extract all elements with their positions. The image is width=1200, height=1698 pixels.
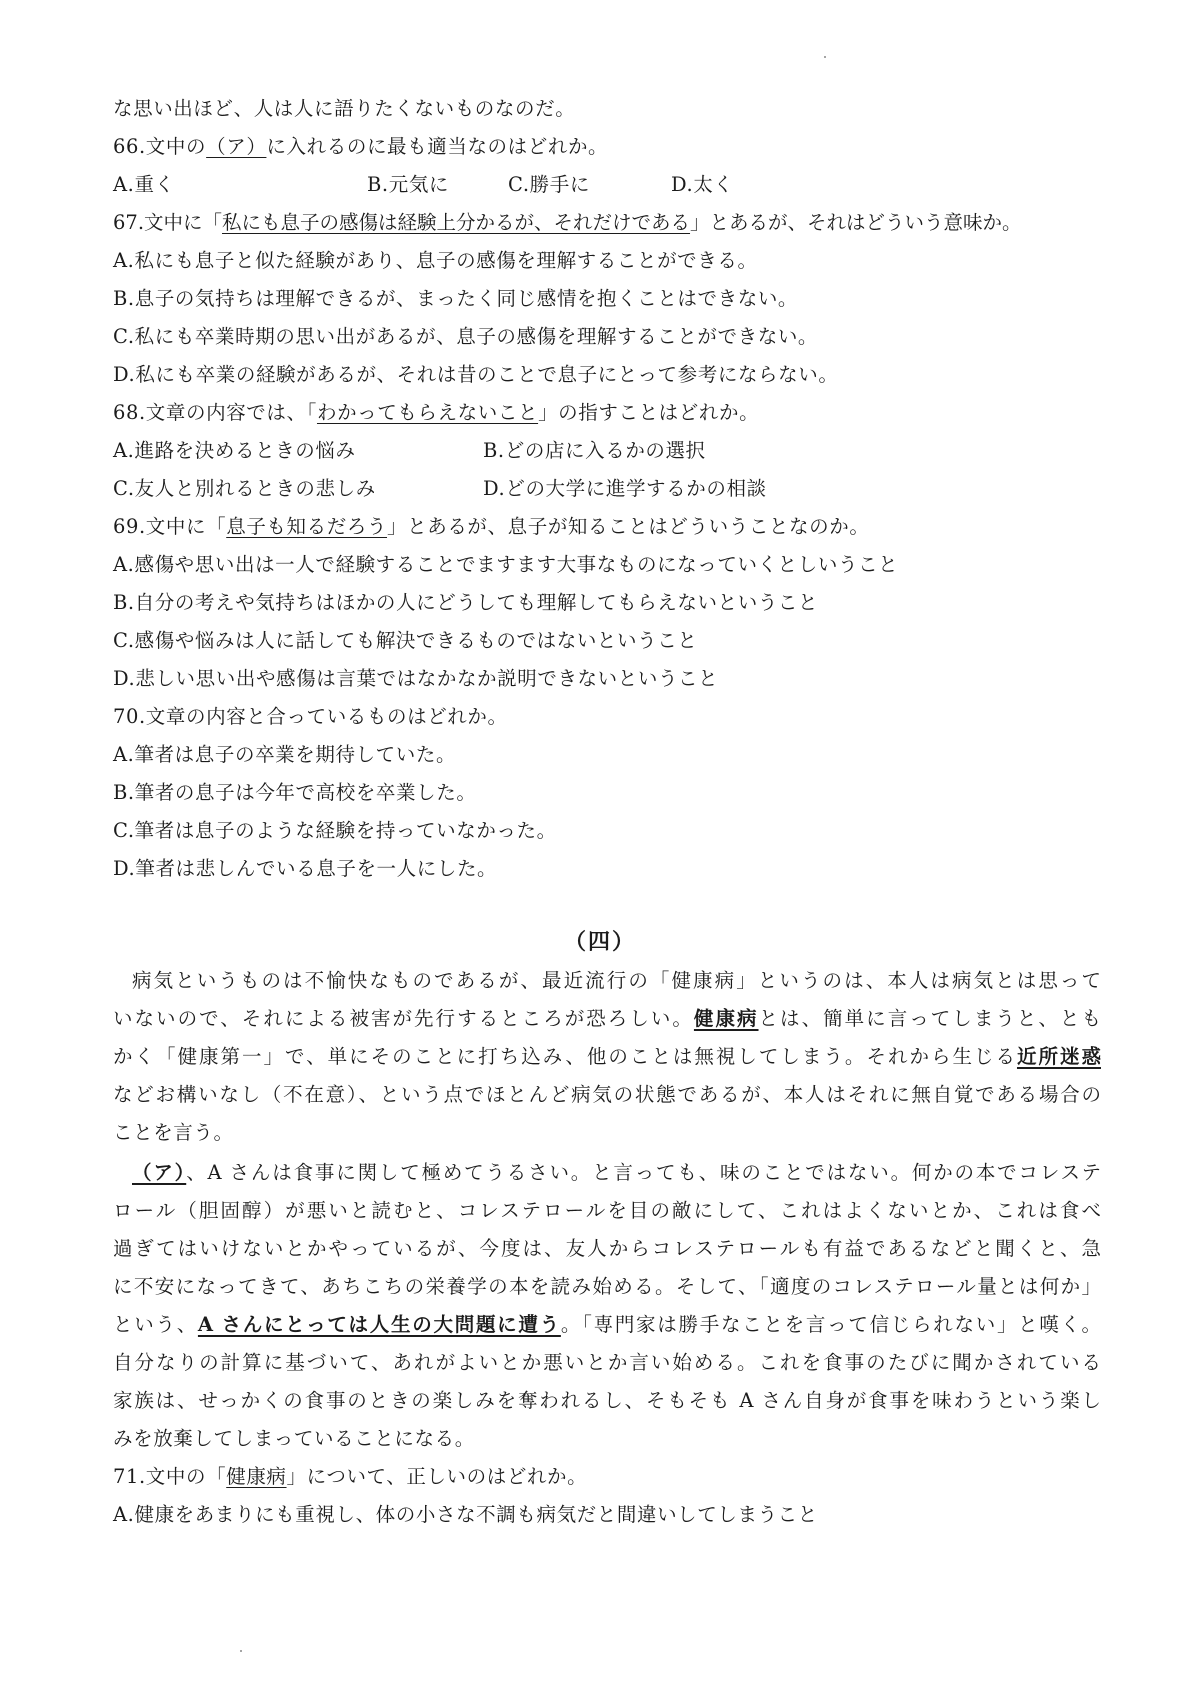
q71-stem-quote: 健康病 — [226, 1465, 287, 1488]
q66-stem-post: に入れるのに最も適当なのはどれか。 — [266, 135, 609, 158]
q69-option-c: C.感傷や悩みは人に話しても解決できるものではないということ — [113, 629, 698, 652]
q69-stem-quote: 息子も知るだろう — [226, 515, 388, 538]
q70-stem: 70.文章の内容と合っているものはどれか。 — [113, 705, 508, 728]
q67-stem — [113, 210, 1022, 236]
q71-option-a: A.健康をあまりにも重視し、体の小さな不調も病気だと間違いしてしまうこと — [113, 1503, 818, 1526]
q70-option-a: A.筆者は息子の卒業を期待していた。 — [113, 743, 457, 766]
passage-p1-line-1: 病気というものは不愉快なものであるが、最近流行の「健康病」というのは、本人は病気とは思って — [132, 969, 1101, 992]
q68-option-c: C.友人と別れるときの悲しみ — [113, 477, 376, 500]
q66-options — [113, 172, 1101, 198]
q69-stem-pre: 69.文中に「 — [113, 515, 227, 538]
q69-option-a: A.感傷や思い出は一人で経験することでますます大事なものになっていくとしいうこと — [113, 553, 899, 576]
passage-p2-line-7: 家族は、せっかくの食事のときの楽しみを奪われるし、そもそも A さん自身が食事を味わうという楽し — [113, 1389, 1101, 1412]
passage-p1-line-2-post: とは、簡単に言ってしまうと、とも — [758, 1007, 1101, 1030]
passage-p2-line-5-post: 。「専門家は勝手なことを言って信じられない」と嘆く。 — [560, 1313, 1101, 1336]
q69-option-b: B.自分の考えや気持ちはほかの人にどうしても理解してもらえないということ — [113, 591, 819, 614]
passage-p1-line-2 — [113, 1006, 1101, 1032]
q69-option-d: D.悲しい思い出や感傷は言葉ではなかなか説明できないということ — [113, 667, 719, 690]
q71-stem-post: 」について、正しいのはどれか。 — [286, 1465, 588, 1488]
passage-p1-line-2-pre: いないので、それによる被害が先行するところが恐ろしい。 — [113, 1007, 694, 1030]
passage-p2-line-2: ロール（胆固醇）が悪いと読むと、コレステロールを目の敵にして、これはよくないとか、これは食べ — [113, 1199, 1101, 1222]
q68-options-row-2 — [113, 476, 1101, 502]
passage-p2-line-3: 過ぎてはいけないとかやっているが、今度は、友人からコレステロールも有益であるなどと聞くと、急 — [113, 1237, 1101, 1260]
q66-option-a: A.重く — [113, 173, 175, 196]
scan-speck — [824, 56, 826, 58]
q68-stem-post: 」の指すことはどれか。 — [538, 401, 760, 424]
q68-option-b: B.どの店に入るかの選択 — [483, 439, 706, 462]
q70-option-c: C.筆者は息子のような経験を持っていなかった。 — [113, 819, 557, 842]
passage-p2-line-8: みを放棄してしまっていることになる。 — [113, 1427, 475, 1450]
underlined-phrase-a-san: A さんにとっては人生の大問題に遭う — [197, 1313, 561, 1336]
passage-p2-line-6: 自分なりの計算に基づいて、あれがよいとか悪いとか言い始める。これを食事のたびに聞かされている — [113, 1351, 1101, 1374]
q67-stem-post: 」とあるが、それはどういう意味か。 — [690, 211, 1022, 234]
q68-stem — [113, 400, 759, 426]
q67-stem-pre: 67.文中に「 — [113, 211, 223, 234]
q67-option-c: C.私にも卒業時期の思い出があるが、息子の感傷を理解することができない。 — [113, 325, 819, 348]
q69-stem-post: 」とあるが、息子が知ることはどういうことなのか。 — [387, 515, 870, 538]
q67-option-b: B.息子の気持ちは理解できるが、まったく同じ感情を抱くことはできない。 — [113, 287, 799, 310]
scan-speck — [240, 1650, 242, 1652]
passage-p1-line-3-pre: かく「健康第一」で、単にそのことに打ち込み、他のことは無視してしまう。それから生じる — [113, 1045, 1017, 1068]
q67-option-a: A.私にも息子と似た経験があり、息子の感傷を理解することができる。 — [113, 249, 758, 272]
q66-option-d: D.太く — [671, 173, 734, 196]
passage-blank-mark: （ア） — [132, 1161, 187, 1184]
q66-stem-pre: 66.文中の — [113, 135, 207, 158]
q66-blank-mark: （ア） — [206, 135, 267, 158]
passage-p2-line-1 — [132, 1160, 1101, 1186]
q71-stem-pre: 71.文中の「 — [113, 1465, 227, 1488]
passage-p1-line-3 — [113, 1044, 1101, 1070]
term-kenkoubyou: 健康病 — [693, 1007, 759, 1030]
passage-p2-line-1-post: 、A さんは食事に関して極めてうるさい。と言っても、味のことではない。何かの本でコレステ — [186, 1161, 1101, 1184]
q65-tail-line: な思い出ほど、人は人に語りたくないものなのだ。 — [113, 97, 576, 120]
q68-options-row-1 — [113, 438, 1101, 464]
q68-stem-pre: 68.文章の内容では、「 — [113, 401, 317, 424]
passage-p1-line-4: などお構いなし（不在意）、という点でほとんど病気の状態であるが、本人はそれに無自覚である場合の — [113, 1083, 1101, 1106]
q70-option-d: D.筆者は悲しんでいる息子を一人にした。 — [113, 857, 498, 880]
q68-option-d: D.どの大学に進学するかの相談 — [483, 477, 767, 500]
q66-option-c: C.勝手に — [508, 173, 590, 196]
q66-stem — [113, 134, 608, 160]
q66-option-b: B.元気に — [367, 173, 450, 196]
q67-stem-quote: 私にも息子の感傷は経験上分かるが、それだけである — [222, 211, 691, 234]
term-kinjo-meiwaku: 近所迷惑 — [1016, 1045, 1101, 1068]
passage-p2-line-4: に不安になってきて、あちこちの栄養学の本を読み始める。そして、「適度のコレステロール量とは何か」 — [113, 1275, 1101, 1298]
passage-p2-line-5-pre: という、 — [113, 1313, 198, 1336]
q71-stem — [113, 1464, 587, 1490]
passage-p2-line-5 — [113, 1312, 1101, 1338]
q70-option-b: B.筆者の息子は今年で高校を卒業した。 — [113, 781, 477, 804]
passage-p1-line-5: ことを言う。 — [113, 1121, 234, 1144]
section-title: （四） — [563, 929, 636, 955]
q67-option-d: D.私にも卒業の経験があるが、それは昔のことで息子にとって参考にならない。 — [113, 363, 839, 386]
q68-option-a: A.進路を決めるときの悩み — [113, 439, 356, 462]
q68-stem-quote: わかってもらえないこと — [316, 401, 539, 424]
q69-stem — [113, 514, 869, 540]
